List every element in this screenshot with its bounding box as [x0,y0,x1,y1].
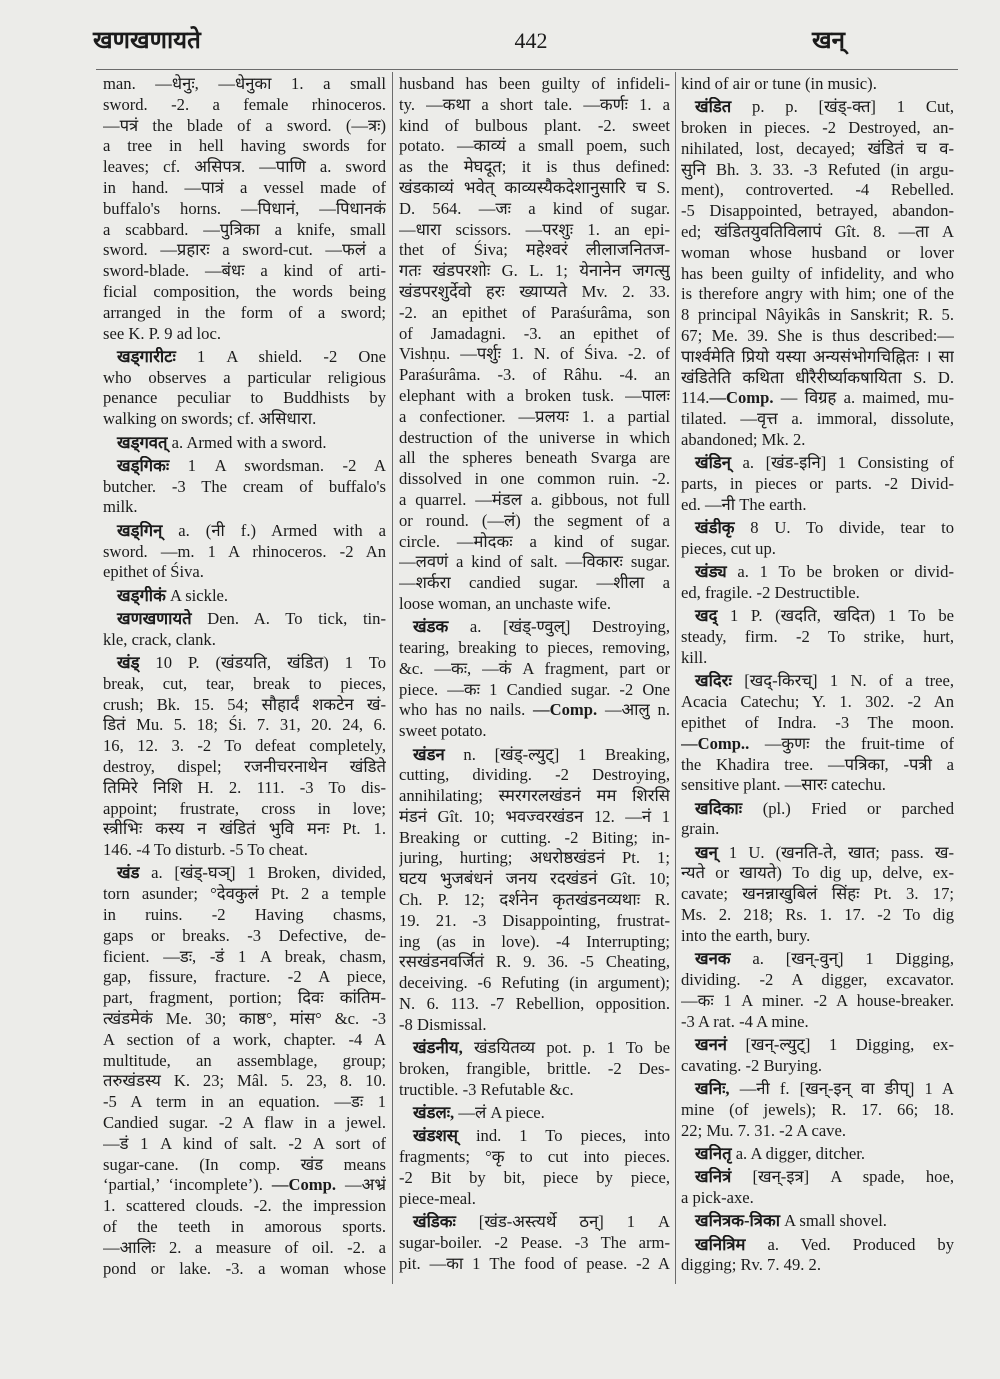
entry-headword-line: खणखणायते Den. A. To tick, tin- [117,608,386,628]
entry-text-line: into the earth, bury. [681,925,811,945]
entry-text-line: arranged in the form of a sword; [103,302,386,322]
entry-text-line: destroy, dispel; रजनीचरनाथेन खंडिते [103,757,386,776]
entry-headword-line: खंडनीय, खंडयितव्य pot. p. 1 To be [413,1038,670,1058]
entry-text-line: रसखंडनवर्जितं R. 9. 36. -5 Cheating, [399,952,670,972]
entry-text-line: sword-blade. —बंधः a kind of arti- [103,261,386,281]
dictionary-entry [103,347,386,430]
entry-headword-line: खंड a. [खंड्-घञ्] 1 Broken, divided, [117,863,386,883]
dictionary-column-1 [103,74,386,1279]
entry-headword-line: खंडशस् ind. 1 To pieces, into [413,1126,670,1146]
entry-text-line: ‘partial,’ ‘incomplete’). —Comp. —अभ्रं [103,1175,386,1195]
entry-text-line: तिमिरे निशि H. 2. 111. -3 To dis- [103,777,386,797]
entry-text-line: 1. scattered clouds. -2. the impression [103,1196,386,1216]
entry-text-line: —डं 1 A kind of salt. -2 A sort of [103,1133,386,1153]
entry-text-line: sugar-boiler. -2 Pease. -3 The arm- [399,1232,670,1252]
entry-text-line: Candied sugar. -2 A flaw in a jewel. [103,1113,386,1133]
entry-text-line: ficial composition, the words being [103,281,386,301]
entry-text-line: gaps or breaks. -3 Defective, de- [103,925,386,945]
entry-text-line: milk. [103,497,138,517]
entry-text-line: woman whose husband or lover [681,242,954,262]
header-rule [96,69,958,70]
entry-text-line: sugar-cane. (In comp. खंड means [103,1154,386,1174]
entry-text-line: a tree in hell having swords for [103,136,386,156]
dictionary-entry [399,1212,670,1274]
entry-text-line: piece-meal. [399,1188,476,1208]
entry-text-line: 22; Mu. 7. 31. -2 A cave. [681,1120,846,1140]
entry-text-line: of the teeth in amorous sports. [103,1217,386,1237]
entry-text-line: who has no nails. —Comp. —आलु n. [399,700,670,720]
entry-headword-line: खनित्रिम a. Ved. Produced by [695,1234,954,1254]
entry-text-line: pieces, cut up. [681,539,776,559]
entry-text-line: डितं Mu. 5. 18; Śi. 7. 31, 20. 24, 6. [103,715,386,735]
entry-text-line: who observes a particular religious [103,367,386,387]
dictionary-column-3 [681,74,954,1276]
entry-headword-line: खंडन n. [खंड्-ल्युट्] 1 Breaking, [413,744,670,764]
dictionary-entry [681,606,954,668]
entry-text-line: न्यते or खायते) To dig up, delve, ex- [681,863,954,883]
entry-text-line: Acacia Catechu; Y. 1. 302. -2 An [681,692,954,712]
entry-text-line: parts, in pieces or parts. -2 Divid- [681,474,954,494]
entry-text-line: digging; Rv. 7. 49. 2. [681,1255,821,1275]
entry-text-line: 114.—Comp. — विग्रह a. maimed, mu- [681,388,954,408]
entry-text-line: —आलिः 2. a measure of oil. -2. a [103,1237,386,1257]
entry-text-line: —शर्करा candied sugar. —शीला a [399,573,670,593]
entry-headword-line: खनितृ a. A digger, ditcher. [695,1143,865,1163]
entry-headword-line: खड्गवत् a. Armed with a sword. [117,432,327,452]
entry-text-line: cavating. -2 Burying. [681,1055,823,1075]
entry-headword-line: खंडीकृ 8 U. To divide, tear to [695,518,954,538]
dictionary-entry [681,799,954,841]
entry-headword-line: खंड् 10 P. (खंडयति, खंडित) 1 To [117,653,386,673]
entry-text-line: a confectioner. —प्रलयः 1. a partial [399,406,670,426]
entry-text-line: A section of a work, chapter. -4 A [103,1029,386,1049]
entry-text-line: मंडनं Gît. 10; भवज्वरखंडन 12. —नं 1 [399,806,670,826]
entry-text-line: 67; Me. 39. She is thus described:— [681,326,954,346]
entry-text-line: annihilating; स्मरगरलखंडनं मम शिरसि [399,786,670,806]
entry-text-line: -5 A term in an equation. —डः 1 [103,1092,386,1112]
column-divider [392,72,393,1284]
dictionary-entry [681,1079,954,1141]
entry-text-line: D. 564. —जः a kind of sugar. [399,198,670,218]
dictionary-entry [399,1126,670,1209]
entry-text-line: pond or lake. -3. a woman whose [103,1258,386,1278]
entry-headword-line: खदिकाः (pl.) Fried or parched [695,798,954,818]
entry-headword-line: खंडलः, —लं A piece. [413,1103,545,1123]
entry-text-line: Breaking or cutting. -2 Biting; in- [399,827,670,847]
entry-text-line: sword. —प्रहारः a sword-cut. —फलं a [103,240,386,260]
column-divider [675,72,676,1284]
entry-headword-line: खनक a. [खन्-वुन्] 1 Digging, [695,949,954,969]
entry-text-line: of Jamadagni. -3. an epithet of [399,323,670,343]
entry-text-line: a pick-axe. [681,1187,754,1207]
entry-text-line: part, fragment, portion; दिवः कांतिम- [103,988,386,1008]
entry-text-line: खंडपरशुर्देवो हरः ख्याप्यते Mv. 2. 33. [399,281,670,301]
entry-text-line: —लवणं a kind of salt. —विकारः sugar. [399,552,670,572]
entry-text-line: pit. —का 1 The food of pease. -2 A [399,1253,670,1273]
entry-headword-line: खद् 1 P. (खदति, खदित) 1 To be [695,606,954,626]
entry-text-line: torn asunder; °देवकुलं Pt. 2 a temple [103,884,386,904]
dictionary-column-2 [399,74,670,1274]
entry-text-line: abandoned; Mk. 2. [681,430,806,450]
entry-text-line: walking on swords; cf. असिधारा. [103,409,317,429]
entry-text-line: mine (of jewels); R. 17. 66; 18. [681,1099,954,1119]
entry-text-line: butcher. -3 The cream of buffalo's [103,476,386,496]
entry-text-line: epithet of Indra. -3 The moon. [681,712,954,732]
entry-text-line: ing (as in love). -4 Interrupting; [399,931,670,951]
dictionary-entry [681,671,954,796]
entry-text-line: Vishṇu. —पर्शुः 1. N. of Śiva. -2. of [399,344,670,364]
entry-text-line: elephant with a broken tusk. —पालः [399,385,670,405]
entry-text-line: appoint; frustrate, cross in love; [103,798,386,818]
dictionary-entry [399,745,670,1036]
entry-text-line: 19. 21. -3 Disappointing, frustrat- [399,910,670,930]
entry-text-line: N. 6. 113. -7 Rebellion, opposition. [399,994,670,1014]
entry-text-line: the Khadira tree. —पत्रिका, -पत्री a [681,754,954,774]
entry-text-line: ty. —कथा a short tale. —कर्णः 1. a [399,94,670,114]
entry-text-line: -8 Dismissal. [399,1014,487,1034]
entry-text-line: dividing. -2 A digger, excavator. [681,969,954,989]
entry-headword-line: खदिरः [खद्-किरच्] 1 N. of a tree, [695,671,954,691]
entry-text-line: tilated. —वृत्त a. immoral, dissolute, [681,409,954,429]
entry-text-line: gap, fissure, fracture. -2 A piece, [103,967,386,987]
entry-text-line: kle, crack, clank. [103,629,216,649]
entry-text-line: खंडितेति कथिता धीरैरीर्ष्याकषायिता S. D. [681,367,954,387]
header-left-guide-word: खणखणायते [93,28,201,54]
entry-text-line: broken in pieces. -2 Destroyed, an- [681,118,954,138]
dictionary-entry [103,433,386,454]
entry-text-line: man. —धेनुः, —धेनुका 1. a small [103,74,386,93]
entry-text-line: sword. —m. 1 A rhinoceros. -2 An [103,541,386,561]
dictionary-entry [681,1035,954,1077]
entry-text-line: —Comp.. —कुणः the fruit-time of [681,733,954,753]
dictionary-entry [681,518,954,560]
entry-text-line: sensitive plant. —सारः catechu. [681,775,886,795]
entry-headword-line: खनिः, —नी f. [खन्-इन् वा ङीप्] 1 A [695,1078,954,1098]
entry-headword-line: खननं [खन्-ल्युट्] 1 Digging, ex- [695,1034,954,1054]
entry-text-line: broken, frangible, brittle. -2 Des- [399,1058,670,1078]
entry-headword-line: खड्गिकः 1 A swordsman. -2 A [117,455,386,475]
entry-headword-line: खनित्रक-त्रिका A small shovel. [695,1211,887,1231]
header-right-guide-word: खन् [812,28,845,54]
entry-text-line: ment), controverted. -4 Rebelled. [681,180,954,200]
entry-text-line: is therefore angry with him; one of the [681,284,954,304]
entry-text-line: गतः खंडपरशोः G. L. 1; येनानेन जगत्सु [399,261,670,281]
entry-text-line: -2 Bit by bit, piece by piece, [399,1167,670,1187]
entry-text-line: kill. [681,648,708,668]
entry-text-line: पार्श्वमेति प्रियो यस्या अन्यसंभोगचिह्नितः । सा [681,346,954,366]
entry-text-line: -3 A rat. -4 A mine. [681,1011,809,1031]
entry-text-line: kind of bulbous plant. -2. sweet [399,115,670,135]
entry-text-line: cutting, dividing. -2 Destroying, [399,765,670,785]
entry-text-line: nihilated, lost, decayed; खंडितं च व- [681,138,954,158]
entry-text-line: 8 principal Nâyikâs in Sanskrit; R. 5. [681,305,954,325]
entry-text-line: potato. —काव्यं a small poem, such [399,136,670,156]
entry-headword-line: खड्गिन् a. (नी f.) Armed with a [117,520,386,540]
entry-headword-line: खंडिन् a. [खंड-इनि] 1 Consisting of [695,453,954,473]
entry-headword-line: खनित्रं [खन्-इत्र] A spade, hoe, [695,1167,954,1187]
entry-text-line: loose woman, an unchaste wife. [399,593,611,613]
entry-text-line: leaves; cf. असिपत्र. —पाणि a. sword [103,157,386,177]
entry-text-line: buffalo's horns. —पिधानं, —पिधानकं [103,198,386,218]
entry-text-line: or round. (—लं) the segment of a [399,510,670,530]
entry-text-line: त्खंडमेकं Me. 30; काष्ठ°, मांस° &c. -3 [103,1009,386,1029]
dictionary-entry-continued [681,74,954,95]
dictionary-entry [103,586,386,607]
entry-text-line: Ms. 2. 218; Rs. 1. 17. -2 To dig [681,905,954,925]
entry-text-line: tructible. -3 Refutable &c. [399,1079,574,1099]
entry-text-line: Ch. P. 12; दर्शनेन कृतखंडनव्यथाः R. [399,890,670,910]
entry-text-line: sweet potato. [399,721,487,741]
entry-text-line: multitude, an assemblage, group; [103,1050,386,1070]
entry-text-line: —पत्रं the blade of a sword. (—त्रः) [103,115,386,135]
dictionary-entry [681,1167,954,1209]
dictionary-entry [103,456,386,518]
entry-text-line: ed, fragile. -2 Destructible. [681,583,860,603]
entry-headword-line: खड्गीकं A sickle. [117,585,229,605]
dictionary-entry [681,843,954,947]
entry-text-line: —धारा scissors. —परशुः 1. an epi- [399,219,670,239]
dictionary-entry [103,863,386,1279]
dictionary-entry [681,562,954,604]
entry-text-line: 16, 12. 3. -2 To defeat completely, [103,736,386,756]
entry-text-line: in hand. —पात्रं a vessel made of [103,177,386,197]
entry-text-line: 146. -4 To disturb. -5 To cheat. [103,840,308,860]
dictionary-entry [103,653,386,861]
entry-text-line: destruction of the universe in which [399,427,670,447]
entry-text-line: घटय भुजबंधनं जनय रदखंडनं Gît. 10; [399,869,670,889]
entry-text-line: steady, firm. -2 To strike, hurt, [681,627,954,647]
dictionary-entry [681,453,954,515]
entry-text-line: sword. -2. a female rhinoceros. [103,94,386,114]
dictionary-entry [681,949,954,1032]
entry-text-line: -2. an epithet of Paraśurâma, son [399,302,670,322]
entry-text-line: dissolved in one common ruin. -2. [399,469,670,489]
entry-headword-line: खड्गारीटः 1 A shield. -2 One [117,346,386,366]
entry-text-line: piece. —कः 1 Candied sugar. -2 One [399,679,670,699]
entry-text-line: —कः 1 A miner. -2 A house-breaker. [681,990,954,1010]
dictionary-entry [681,1235,954,1277]
dictionary-entry [681,1211,954,1232]
entry-text-line: &c. —कः, —कं A fragment, part or [399,658,670,678]
entry-text-line: ficient. —डः, -डं 1 A break, chasm, [103,946,386,966]
entry-headword-line: खंडिकः [खंड-अस्त्यर्थे ठन्] 1 A [413,1212,670,1232]
entry-text-line: epithet of Śiva. [103,562,204,582]
entry-text-line: husband has been guilty of infideli- [399,74,670,93]
entry-headword-line: खंडक a. [खंड्-ण्वुल्] Destroying, [413,617,670,637]
entry-text-line: see K. P. 9 ad loc. [103,323,221,343]
entry-text-line: thet of Śiva; महेश्वरं लीलाजनितज- [399,240,670,260]
entry-text-line: a quarrel. —मंडल a. gibbous, not full [399,489,670,509]
entry-text-line: स्त्रीभिः कस्य न खंडितं भुवि मनः Pt. 1. [103,819,386,839]
entry-text-line: -5 Disappointed, betrayed, abandon- [681,201,954,221]
entry-text-line: सुनि Bh. 3. 33. -3 Refuted (in argu- [681,159,954,179]
entry-text-line: as the मेघदूत; it is thus defined: [399,157,670,177]
entry-text-line: all the spheres beneath Svarga are [399,448,670,468]
dictionary-entry [681,1144,954,1165]
entry-text-line: Paraśurâma. -3. of Râhu. -4. an [399,365,670,385]
entry-headword-line: खंड्य a. 1 To be broken or divid- [695,562,954,582]
dictionary-entry-continued [103,74,386,344]
entry-text-line: in ruins. -2 Having chasms, [103,905,386,925]
page-number: 442 [514,28,548,53]
entry-text-line: तरुखंडस्य K. 23; Mâl. 5. 23, 8. 10. [103,1071,386,1091]
entry-text-line: fragments; °कृ to cut into pieces. [399,1147,670,1167]
entry-text-line: penance peculiar to Buddhists by [103,388,386,408]
entry-text-line: a scabbard. —पुत्रिका a knife, small [103,219,386,239]
dictionary-entry [399,1103,670,1124]
dictionary-entry [399,617,670,742]
dictionary-entry [103,521,386,583]
entry-text-line: kind of air or tune (in music). [681,74,877,93]
entry-text-line: खंडकाव्यं भवेत् काव्यस्यैकदेशानुसारि च S. [399,177,670,197]
entry-text-line: ed. —नी The earth. [681,494,807,514]
entry-text-line: deceiving. -6 Refuting (in argument); [399,973,670,993]
dictionary-entry [681,97,954,451]
entry-text-line: tearing, breaking to pieces, removing, [399,638,670,658]
entry-headword-line: खन् 1 U. (खनति-ते, खात; pass. ख- [695,842,954,862]
dictionary-entry-continued [399,74,670,615]
entry-text-line: has been guilty of infidelity, and who [681,263,954,283]
entry-text-line: cavate; खनन्नाखुबिलं सिंहः Pt. 3. 17; [681,884,954,904]
entry-text-line: crush; Bk. 15. 54; सौहार्दं शकटेन खं- [103,694,386,714]
entry-text-line: ed; खंडितयुवतिविलापं Gît. 8. —ता A [681,222,954,242]
entry-text-line: juring, hurting; अधरोष्ठखंडनं Pt. 1; [399,848,670,868]
dictionary-entry [103,609,386,651]
entry-text-line: circle. —मोदकः a kind of sugar. [399,531,670,551]
entry-headword-line: खंडित p. p. [खंड्-क्त] 1 Cut, [695,97,954,117]
entry-text-line: grain. [681,819,720,839]
dictionary-entry [399,1038,670,1100]
entry-text-line: break, cut, tear, break to pieces, [103,673,386,693]
